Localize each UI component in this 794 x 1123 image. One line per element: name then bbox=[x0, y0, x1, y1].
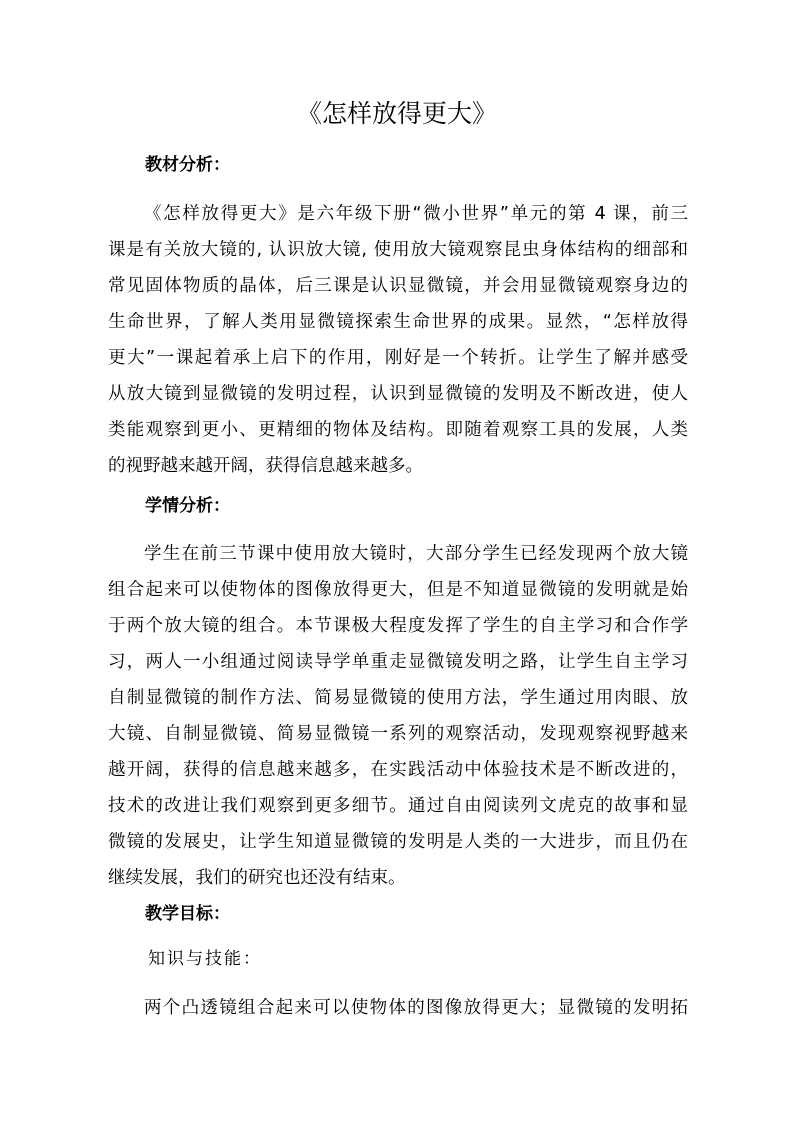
text-line: 越开阔，获得的信息越来越多，在实践活动中体验技术是不断改进的， bbox=[108, 760, 688, 780]
text-line: 更大”一课起着承上启下的作用，刚好是一个转折。让学生了解并感受 bbox=[108, 348, 688, 368]
paragraph-material bbox=[108, 196, 688, 484]
text-line: 两个凸透镜组合起来可以使物体的图像放得更大；显微镜的发明拓 bbox=[144, 998, 688, 1018]
text-line: 类能观察到更小、更精细的物体及结构。即随着观察工具的发展，人类 bbox=[108, 420, 688, 440]
text-line: 自制显微镜的制作方法、简易显微镜的使用方法，学生通过用肉眼、放 bbox=[108, 688, 688, 708]
text-line: 从放大镜到显微镜的发明过程，认识到显微镜的发明及不断改进，使人 bbox=[108, 384, 688, 404]
subheading-knowledge-skills: 知识与技能： bbox=[148, 949, 262, 969]
text-line: 于两个放大镜的组合。本节课极大程度发挥了学生的自主学习和合作学 bbox=[108, 616, 688, 636]
paragraph-goals bbox=[108, 990, 688, 1026]
text-line: 习，两人一小组通过阅读导学单重走显微镜发明之路，让学生自主学习 bbox=[108, 652, 688, 672]
section-heading-students: 学情分析： bbox=[145, 496, 230, 516]
text-line: 的视野越来越开阔，获得信息越来越多。 bbox=[108, 456, 423, 476]
text-line: 常见固体物质的晶体，后三课是认识显微镜，并会用显微镜观察身边的 bbox=[108, 276, 688, 296]
section-heading-material: 教材分析： bbox=[145, 155, 230, 175]
text-line: 技术的改进让我们观察到更多细节。通过自由阅读列文虎克的故事和显 bbox=[108, 796, 688, 816]
text-line: 《怎样放得更大》是六年级下册“微小世界”单元的第 4 课，前三 bbox=[144, 204, 688, 224]
text-line: 课是有关放大镜的, 认识放大镜, 使用放大镜观察昆虫身体结构的细部和 bbox=[108, 240, 688, 260]
paragraph-students bbox=[108, 536, 688, 896]
text-line: 大镜、自制显微镜、简易显微镜一系列的观察活动，发现观察视野越来 bbox=[108, 724, 688, 744]
text-line: 继续发展，我们的研究也还没有结束。 bbox=[108, 868, 406, 888]
text-line: 学生在前三节课中使用放大镜时，大部分学生已经发现两个放大镜 bbox=[144, 544, 688, 564]
text-line: 组合起来可以使物体的图像放得更大，但是不知道显微镜的发明就是始 bbox=[108, 580, 688, 600]
section-heading-goals: 教学目标： bbox=[145, 904, 230, 924]
text-line: 生命世界，了解人类用显微镜探索生命世界的成果。显然，“怎样放得 bbox=[108, 312, 688, 332]
page-title: 《怎样放得更大》 bbox=[296, 99, 497, 128]
text-line: 微镜的发展史，让学生知道显微镜的发明是人类的一大进步，而且仍在 bbox=[108, 832, 688, 852]
